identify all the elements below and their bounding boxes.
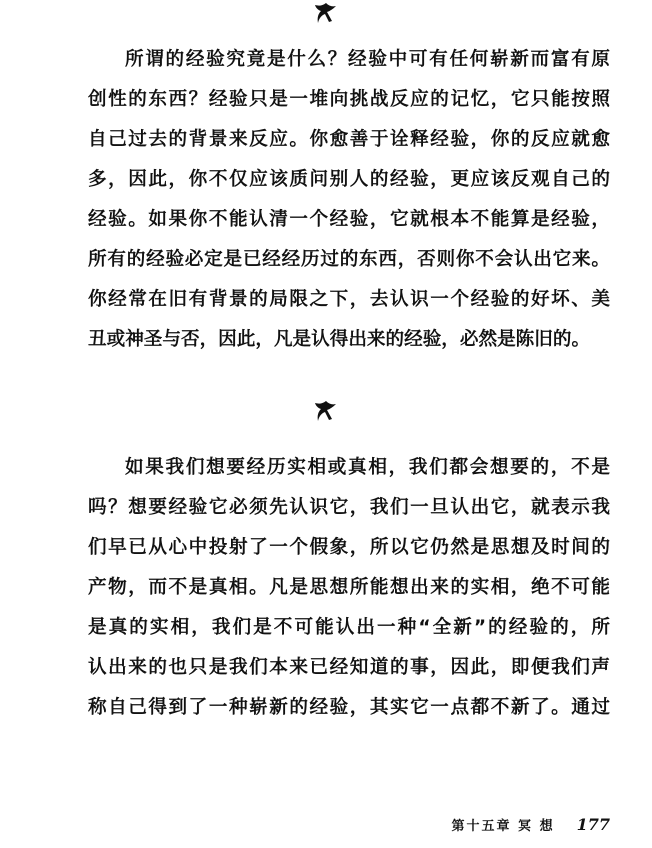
text-line: 认出来的也只是我们本来已经知道的事，因此，即便我们声 (88, 657, 610, 678)
text-line: 所谓的经验究竟是什么？经验中可有任何崭新而富有原 (125, 49, 610, 70)
text-line: 丑或神圣与否，因此，凡是认得出来的经验，必然是陈旧的。 (88, 329, 591, 350)
page-number: 177 (576, 814, 610, 834)
text-line: 自己过去的背景来反应。你愈善于诠释经验，你的反应就愈 (88, 129, 610, 150)
body-paragraph (88, 448, 610, 728)
text-line: 你经常在旧有背景的局限之下，去认识一个经验的好坏、美 (88, 289, 610, 310)
text-line: 产物，而不是真相。凡是思想所能想出来的实相，绝不可能 (88, 577, 610, 598)
text-line: 经验。如果你不能认清一个经验，它就根本不能算是经验， (88, 209, 610, 230)
page-footer (88, 812, 610, 836)
fleuron-ornament-icon (312, 398, 340, 426)
text-line: 是真的实相，我们是不可能认出一种“全新”的经验的，所 (88, 617, 610, 638)
text-line: 所有的经验必定是已经经历过的东西，否则你不会认出它来。 (88, 249, 610, 270)
body-paragraph (88, 40, 610, 360)
text-line: 如果我们想要经历实相或真相，我们都会想要的，不是 (125, 457, 610, 478)
chapter-title: 第十五章 冥 想 (451, 818, 555, 834)
text-line: 称自己得到了一种崭新的经验，其实它一点都不新了。通过 (88, 697, 610, 718)
text-line: 创性的东西？经验只是一堆向挑战反应的记忆，它只能按照 (88, 89, 610, 110)
text-line: 们早已从心中投射了一个假象，所以它仍然是思想及时间的 (88, 537, 610, 558)
fleuron-ornament-icon (312, 0, 340, 28)
text-line: 吗？想要经验它必须先认识它，我们一旦认出它，就表示我 (88, 497, 610, 518)
text-line: 多，因此，你不仅应该质问别人的经验，更应该反观自己的 (88, 169, 610, 190)
